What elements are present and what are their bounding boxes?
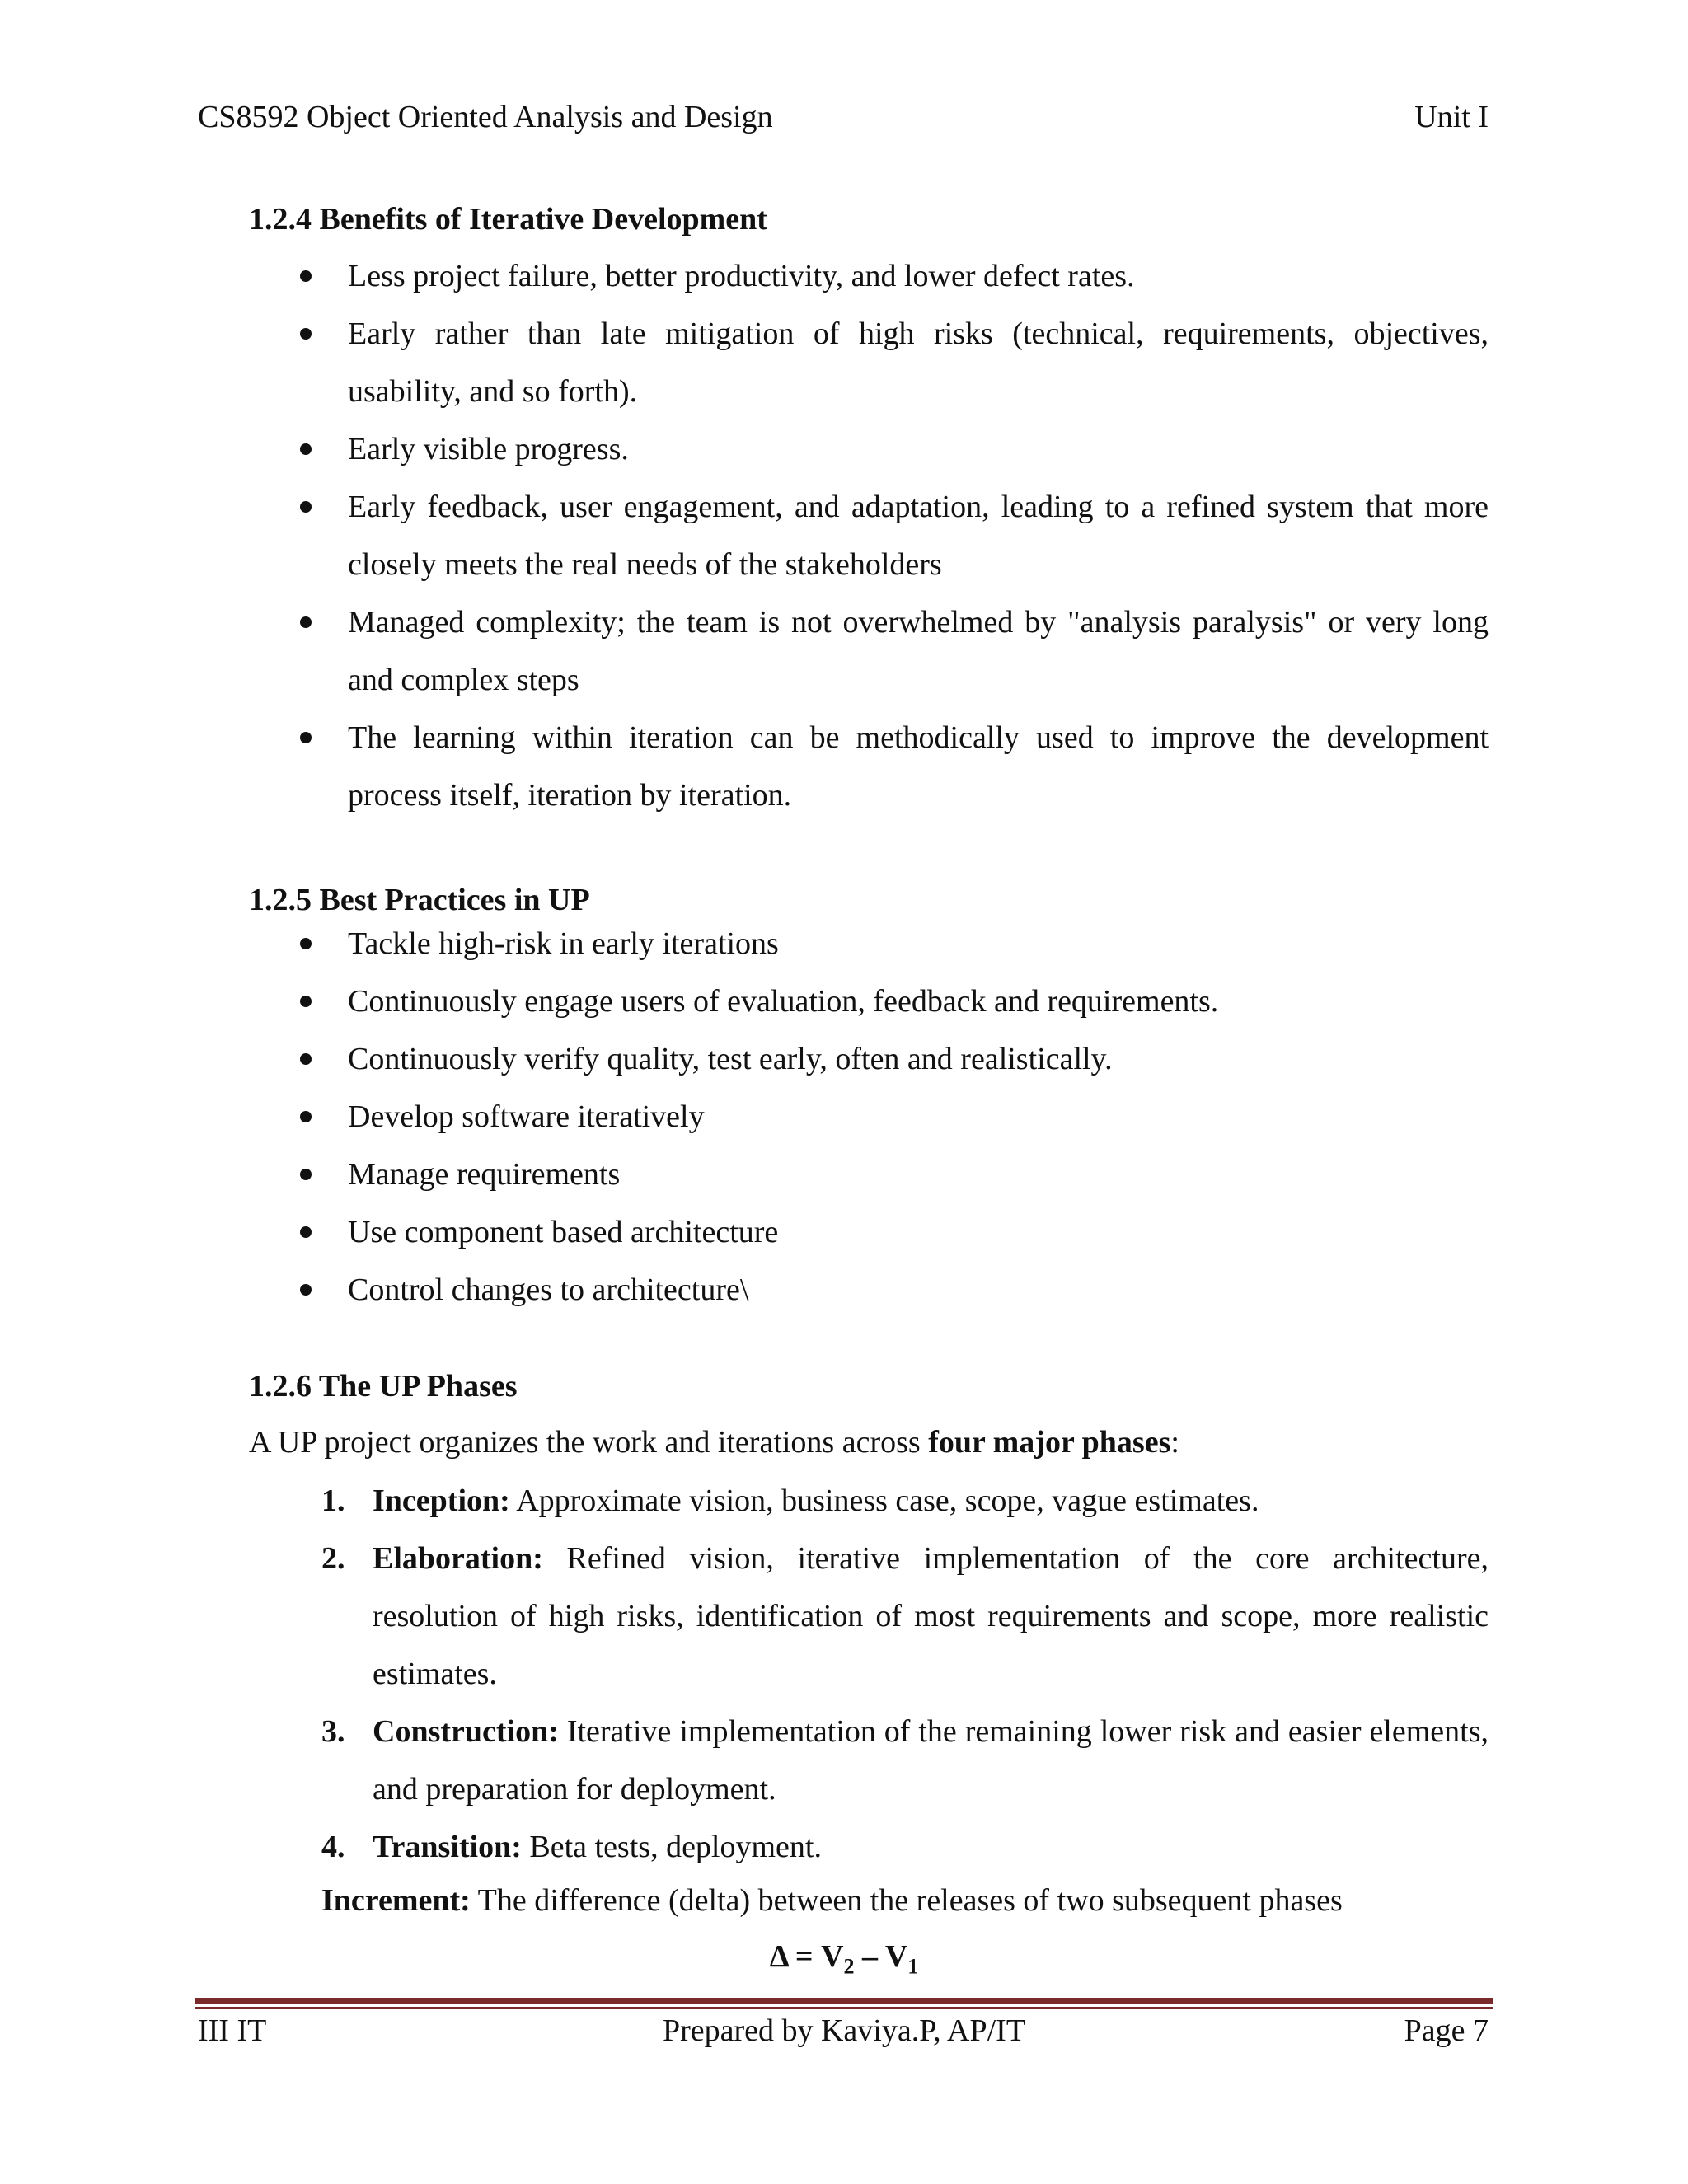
section-heading-best-practices: 1.2.5 Best Practices in UP xyxy=(249,883,590,917)
list-item: The learning within iteration can be methodically used to improve the development process itself, iteration by iteration. xyxy=(249,709,1489,824)
list-item: Managed complexity; the team is not overwhelmed by "analysis paralysis" or very long and complex steps xyxy=(249,593,1489,709)
phase-item: 4. Transition: Beta tests, deployment. xyxy=(321,1830,822,1864)
list-item: Early feedback, user engagement, and adaptation, leading to a refined system that more closely meets the real needs of the stakeholders xyxy=(249,478,1489,593)
footer-page-number: Page 7 xyxy=(1404,2013,1489,2048)
phase-item: 1. Inception: Approximate vision, business case, scope, vague estimates. xyxy=(321,1483,1259,1518)
phase-item: 2. Elaboration: Refined vision, iterative implementation of the core architecture, resolution of high risks, identification of most requirements and scope, more realistic estimates. xyxy=(321,1541,1489,1691)
list-item: Continuously verify quality, test early, often and realistically. xyxy=(249,1030,1489,1088)
bullet-icon xyxy=(300,938,312,949)
footer-divider-thin xyxy=(195,2007,1493,2009)
list-item: Control changes to architecture\ xyxy=(249,1261,1489,1319)
section-heading-up-phases: 1.2.6 The UP Phases xyxy=(249,1369,518,1404)
bullet-icon xyxy=(300,1111,312,1122)
bullet-icon xyxy=(300,501,312,513)
list-item: Manage requirements xyxy=(249,1146,1489,1203)
benefits-list xyxy=(249,247,1489,824)
footer-class: III IT xyxy=(198,2013,267,2048)
bullet-icon xyxy=(300,996,312,1007)
list-item: Continuously engage users of evaluation, feedback and requirements. xyxy=(249,972,1489,1030)
bullet-icon xyxy=(300,1169,312,1180)
bullet-icon xyxy=(300,328,312,340)
bullet-icon xyxy=(300,270,312,282)
footer-divider xyxy=(195,1998,1493,2004)
list-item: Early rather than late mitigation of high risks (technical, requirements, objectives, usability, and so forth). xyxy=(249,305,1489,420)
header-unit: Unit I xyxy=(1414,100,1489,134)
list-item: Early visible progress. xyxy=(249,420,1489,478)
list-item: Use component based architecture xyxy=(249,1203,1489,1261)
bullet-icon xyxy=(300,1226,312,1238)
bullet-icon xyxy=(300,732,312,743)
list-item: Develop software iteratively xyxy=(249,1088,1489,1146)
phase-item: 3. Construction: Iterative implementation of the remaining lower risk and easier elements, and preparation for deployment. xyxy=(321,1714,1489,1807)
increment-definition: Increment: The difference (delta) between the releases of two subsequent phases xyxy=(321,1883,1343,1918)
footer-author: Prepared by Kaviya.P, AP/IT xyxy=(662,2013,1026,2048)
bullet-icon xyxy=(300,443,312,455)
section-heading-benefits: 1.2.4 Benefits of Iterative Development xyxy=(249,202,767,237)
bullet-icon xyxy=(300,616,312,628)
bullet-icon xyxy=(300,1284,312,1296)
phases-intro: A UP project organizes the work and iterations across four major phases: xyxy=(249,1425,1179,1460)
best-practices-list xyxy=(249,915,1489,1319)
bullet-icon xyxy=(300,1053,312,1065)
phases-list xyxy=(321,1472,1489,1876)
list-item: Tackle high-risk in early iterations xyxy=(249,915,1489,972)
delta-formula: $\Delta = V_2 - V_1$ xyxy=(769,1939,919,1979)
list-item: Less project failure, better productivity, and lower defect rates. xyxy=(249,247,1489,305)
header-course: CS8592 Object Oriented Analysis and Design xyxy=(198,100,773,134)
